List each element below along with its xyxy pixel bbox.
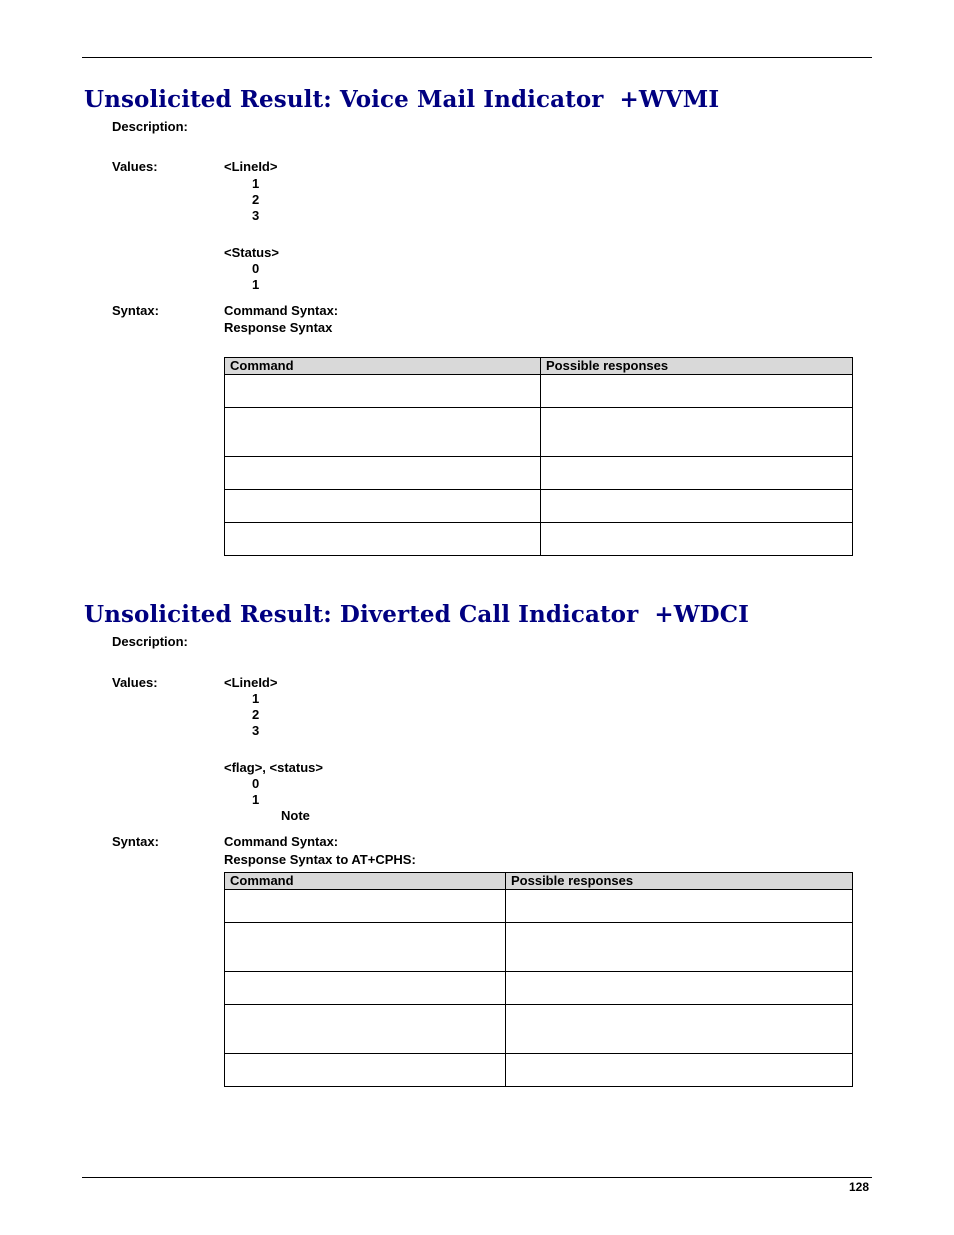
table-cell xyxy=(506,972,853,1005)
table-cell xyxy=(225,490,541,523)
table-row xyxy=(225,523,853,556)
page-number: 128 xyxy=(848,1180,869,1194)
table-cell xyxy=(541,457,853,490)
status-value: 1 xyxy=(252,277,260,292)
table-header-row xyxy=(225,873,853,890)
lineid-label: <LineId> xyxy=(224,159,278,174)
flag-status-label: <flag>, <status> xyxy=(224,760,323,775)
lineid-label: <LineId> xyxy=(224,675,278,690)
table-cell xyxy=(225,890,506,923)
command-code: +WDCI xyxy=(654,601,749,628)
values-label: Values: xyxy=(112,159,158,174)
table-cell xyxy=(506,923,853,972)
lineid-value: 3 xyxy=(252,723,260,738)
syntax-label: Syntax: xyxy=(112,834,159,849)
column-header-command: Command xyxy=(225,358,541,375)
response-syntax-label: Response Syntax to AT+CPHS: xyxy=(224,852,416,867)
table-row xyxy=(225,923,853,972)
response-syntax-label: Response Syntax xyxy=(224,320,333,335)
lineid-value: 2 xyxy=(252,192,260,207)
table-row xyxy=(225,890,853,923)
table-cell xyxy=(225,375,541,408)
description-label: Description: xyxy=(112,119,188,134)
lineid-value: 2 xyxy=(252,707,260,722)
section-heading-wdci xyxy=(84,601,749,628)
table-cell xyxy=(541,523,853,556)
table-cell xyxy=(225,457,541,490)
column-header-responses: Possible responses xyxy=(541,358,853,375)
flag-value: 1 xyxy=(252,792,260,807)
lineid-value: 1 xyxy=(252,691,260,706)
syntax-label: Syntax: xyxy=(112,303,159,318)
command-syntax-label: Command Syntax: xyxy=(224,303,339,318)
table-row xyxy=(225,1054,853,1087)
status-label: <Status> xyxy=(224,245,279,260)
table-row xyxy=(225,457,853,490)
flag-value: 0 xyxy=(252,776,260,791)
note-label: Note xyxy=(281,808,310,823)
table-cell xyxy=(506,1054,853,1087)
table-cell xyxy=(541,375,853,408)
description-label: Description: xyxy=(112,634,188,649)
section-title: Unsolicited Result: Voice Mail Indicator xyxy=(84,86,604,113)
lineid-value: 1 xyxy=(252,176,260,191)
table-row xyxy=(225,408,853,457)
table-row xyxy=(225,490,853,523)
command-syntax-label: Command Syntax: xyxy=(224,834,339,849)
section-heading-wvmi xyxy=(84,86,719,113)
lineid-value: 3 xyxy=(252,208,260,223)
table-cell xyxy=(225,972,506,1005)
table-cell xyxy=(506,1005,853,1054)
table-cell xyxy=(225,1005,506,1054)
table-cell xyxy=(225,523,541,556)
table-row xyxy=(225,1005,853,1054)
section-title: Unsolicited Result: Diverted Call Indicator xyxy=(84,601,639,628)
status-value: 0 xyxy=(252,261,260,276)
command-table xyxy=(224,357,853,556)
table-cell xyxy=(541,408,853,457)
table-header-row xyxy=(225,358,853,375)
header-rule xyxy=(82,57,872,58)
table-row xyxy=(225,972,853,1005)
table-cell xyxy=(225,1054,506,1087)
command-code: +WVMI xyxy=(619,86,720,113)
table-cell xyxy=(506,890,853,923)
column-header-command: Command xyxy=(225,873,506,890)
column-header-responses: Possible responses xyxy=(506,873,853,890)
table-cell xyxy=(225,923,506,972)
footer-rule xyxy=(82,1177,872,1178)
values-label: Values: xyxy=(112,675,158,690)
table-row xyxy=(225,375,853,408)
command-table xyxy=(224,872,853,1087)
table-cell xyxy=(541,490,853,523)
table-cell xyxy=(225,408,541,457)
